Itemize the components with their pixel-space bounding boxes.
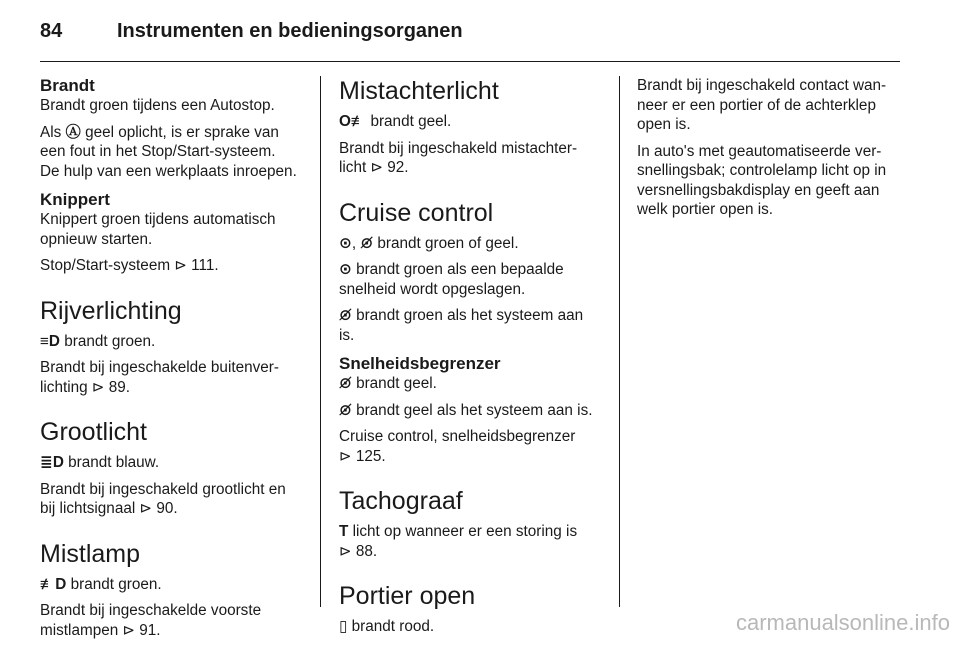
section-heading-knippert: Knippert (40, 190, 110, 209)
tachograph-icon: T (339, 523, 349, 540)
page-ref-arrow-icon: ⊳ (139, 500, 153, 517)
paragraph: T licht op wanneer er een storing is ⊳ 88. (339, 523, 578, 560)
fog-light-icon: ≢D (40, 575, 67, 593)
autostop-icon: Ⓐ (65, 123, 81, 141)
rear-fog-light-icon: O≢ (339, 113, 367, 130)
column-2 (339, 76, 607, 644)
page-ref-arrow-icon: ⊳ (370, 159, 384, 176)
section-heading-grootlicht: Grootlicht (40, 418, 147, 446)
paragraph: ⊙̸ brandt geel. (339, 375, 437, 392)
speed-limiter-icon: ⊙̸ (339, 401, 352, 419)
side-light-icon: ≡D (40, 332, 60, 350)
section-heading-mistachterlicht: Mistachterlicht (339, 77, 499, 105)
watermark: carmanualsonline.info (735, 610, 950, 635)
paragraph: Brandt bij ingeschakeld contact wan- neer er een portier of de achterklep open is. (637, 77, 887, 133)
cruise-control-icon: ⊙ (339, 261, 352, 278)
section-heading-rijverlichting: Rijverlichting (40, 296, 182, 325)
paragraph: Brandt groen tijdens een Autostop. (40, 97, 275, 114)
page-ref-arrow-icon: ⊳ (122, 621, 136, 639)
column-divider-1 (320, 76, 321, 607)
column-divider-2 (619, 76, 620, 607)
page-title: Instrumenten en bedieningsorganen (117, 20, 463, 42)
page-ref-arrow-icon: ⊳ (339, 542, 352, 560)
header-rule (40, 61, 900, 62)
paragraph: ⊙̸ brandt groen als het systeem aan is. (339, 307, 584, 344)
paragraph: Brandt bij ingeschakeld grootlicht en bij lichtsignaal ⊳ 90. (40, 480, 286, 517)
page-header (40, 18, 900, 62)
paragraph: Knippert groen tijdens automatisch opnieuw starten. (40, 211, 276, 248)
paragraph: O≢ brandt geel. (339, 113, 452, 130)
page-ref-arrow-icon: ⊳ (174, 257, 187, 274)
paragraph: Cruise control, snelheidsbegrenzer ⊳ 125. (339, 428, 576, 465)
section-heading-tachograaf: Tachograaf (339, 487, 463, 515)
cruise-control-icon: ⊙ (339, 234, 352, 252)
section-heading-cruise-control: Cruise control (339, 198, 494, 227)
page-number: 84 (40, 20, 63, 42)
paragraph: ⊙ brandt groen als een bepaalde snelheid wordt opgeslagen. (339, 261, 564, 298)
column-3 (637, 76, 905, 227)
door-open-icon: ▯ (339, 618, 348, 635)
paragraph: Brandt bij ingeschakelde voorste mistlampen ⊳ 91. (40, 602, 262, 639)
section-heading-mistlamp: Mistlamp (40, 539, 141, 568)
paragraph: ⊙̸ brandt geel als het systeem aan is. (339, 401, 593, 419)
paragraph: ▯ brandt rood. (339, 618, 435, 635)
paragraph: In auto's met geautomatiseerde ver- snellingsbak; controlelamp licht op in versnellingsbakdisplay en geeft aan welk portier open is. (637, 142, 887, 218)
paragraph: ≡D brandt groen. (40, 332, 156, 350)
paragraph: ⊙, ⊙̸ brandt groen of geel. (339, 234, 519, 252)
high-beam-icon: ≣D (40, 454, 64, 471)
page-ref-arrow-icon: ⊳ (91, 378, 105, 396)
speed-limiter-icon: ⊙̸ (339, 375, 352, 392)
paragraph: Stop/Start-systeem ⊳ 111. (40, 257, 219, 274)
paragraph: Brandt bij ingeschakeld mistachter- licht ⊳ 92. (339, 139, 578, 176)
paragraph: Als Ⓐ geel oplicht, is er sprake van een fout in het Stop/Start-systeem. De hulp van een werkplaats inroepen. (40, 123, 297, 180)
speed-limiter-icon: ⊙̸ (339, 307, 352, 324)
section-heading-portier-open: Portier open (339, 582, 476, 610)
speed-limiter-icon: ⊙̸ (360, 234, 374, 252)
paragraph: ≢D brandt groen. (40, 575, 162, 593)
column-1 (40, 76, 308, 647)
page-ref-arrow-icon: ⊳ (339, 447, 352, 465)
paragraph: ≣D brandt blauw. (40, 454, 160, 471)
section-heading-snelheidsbegrenzer: Snelheidsbegrenzer (339, 354, 501, 373)
paragraph: Brandt bij ingeschakelde buitenver- lichting ⊳ 89. (40, 359, 279, 396)
section-heading-brandt: Brandt (40, 76, 95, 95)
